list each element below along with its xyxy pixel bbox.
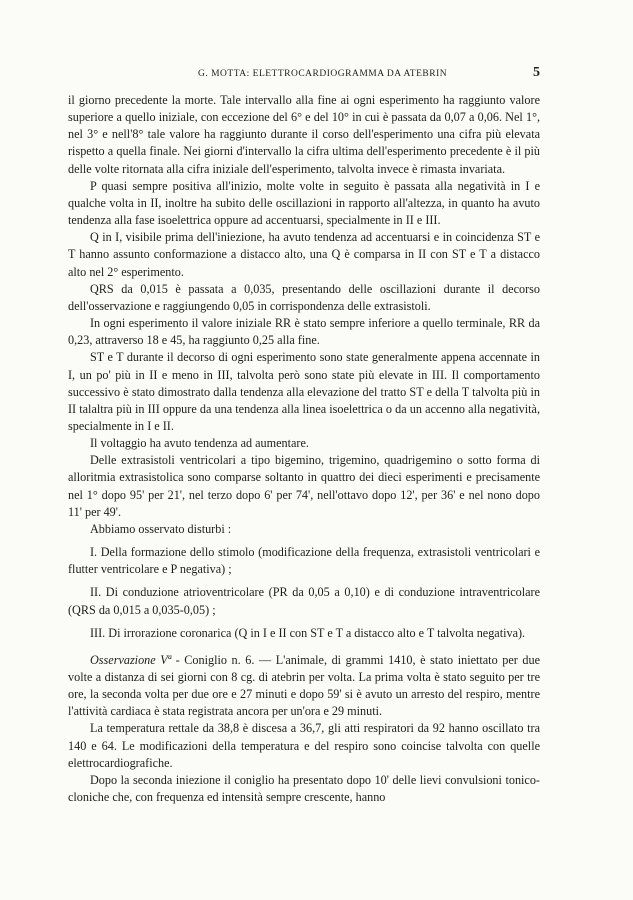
list-item-2: II. Di conduzione atrioventricolare (PR da 0,05 a 0,10) e di conduzione intraventricolare (QRS da 0,015 a 0,035-0,05) ; [68, 585, 540, 617]
paragraph-3: Q in I, visibile prima dell'iniezione, ha avuto tendenza ad accentuarsi e in coincidenza ST e T hanno assunto conformazione a distacco alto, una Q è comparsa in II con ST e T a distacco alto nel 2° esperimento. [68, 230, 540, 279]
page-header [70, 65, 540, 85]
observation-intro: - Coniglio n. 6. — L'animale, di grammi 1410, è stato iniettato per due volte a distanza di sei giorni con 8 cg. di atebrin per volta. La prima volta è stato seguito per tre ore, la seconda volta per due ore e 27 minuti e dopo 59' si è avuto un arresto del respiro, mentre l'attività cardiaca è stata registrata ancora per un'ora e 29 minuti. [68, 652, 540, 719]
observation-label: Osservazione Vª [90, 652, 172, 667]
paragraph-4: QRS da 0,015 è passata a 0,035, presentando delle oscillazioni durante il decorso dell'osservazione e raggiungendo 0,05 in corrispondenza delle extrasistoli. [68, 281, 540, 313]
paragraph-7: Il voltaggio ha avuto tendenza ad aumentare. [90, 436, 309, 451]
list-item-3: III. Di irrorazione coronarica (Q in I e II con ST e T a distacco alto e T talvolta negativa). [90, 625, 526, 640]
paragraph-5: In ogni esperimento il valore iniziale RR è stato sempre inferiore a quello terminale, RR da 0,23, attraverso 18 e 45, ha raggiunto 0,25 alla fine. [68, 316, 540, 348]
paragraph-1: il giorno precedente la morte. Tale intervallo alla fine ai ogni esperimento ha raggiunto valore superiore a quello iniziale, con eccezione del 6° e del 10° in cui è passata da 0,07 a 0,06. Nel 1°, nel 3° e nell'8° tale valore ha raggiunto durante il corso dell'esperimento una cifra più elevata rispetto a quella finale. Nei giorni d'intervallo la cifra ultima dell'esperimento precedente è il più delle volte ritornata alla cifra iniziale dell'esperimento, talvolta invece è rimasta invariata. [68, 93, 540, 176]
closing-paragraph-2: Dopo la seconda iniezione il coniglio ha presentato dopo 10' delle lievi convulsioni tonico-cloniche che, con frequenza ed intensità sempre crescente, hanno [68, 772, 540, 805]
paragraph-9: Abbiamo osservato disturbi : [90, 521, 232, 536]
observation-paragraph [68, 652, 540, 721]
closing-paragraph-1: La temperatura rettale da 38,8 è discesa a 36,7, gli atti respiratori da 92 hanno oscillato tra 140 e 64. Le modificazioni della temperatura e del respiro sono coincise talvolta con quelle elettrocardiografiche. [68, 721, 540, 770]
paragraph-6: ST e T durante il decorso di ogni esperimento sono state generalmente appena accennate in I, un po' più in II e meno in III, talvolta però sono state più elevate in III. Il comportamento successivo è stato dimostrato dalla tendenza alla elevazione del tratto ST e della T talvolta più in II talaltra più in III oppure da una tendenza alla linea isoelettrica o da un accenno alla negatività, specialmente in I e II. [68, 350, 540, 433]
list-item-1: I. Della formazione dello stimolo (modificazione della frequenza, extrasistoli ventricolari e flutter ventricolare e P negativa) ; [68, 545, 540, 577]
body-text [68, 92, 540, 806]
paragraph-2: P quasi sempre positiva all'inizio, molte volte in seguito è passata alla negatività in I e qualche volta in II, inoltre ha subito delle oscillazioni in rapporto all'altezza, in quanto ha avuto tendenza alla fase isoelettrica oppure ad accentuarsi, specialmente in II e III. [68, 178, 540, 228]
running-head: G. MOTTA: ELETTROCARDIOGRAMMA DA ATEBRIN [198, 69, 448, 79]
page-number: 5 [533, 65, 540, 80]
paragraph-8: Delle extrasistoli ventricolari a tipo bigemino, trigemino, quadrigemino o sotto forma di alloritmia extrasistolica sono comparse soltanto in quattro dei dieci esperimenti e precisamente nel 1° dopo 95' per 21', nel terzo dopo 6' per 74', nell'ottavo dopo 12', per 36' e nel nono dopo 11' per 49'. [68, 453, 540, 519]
